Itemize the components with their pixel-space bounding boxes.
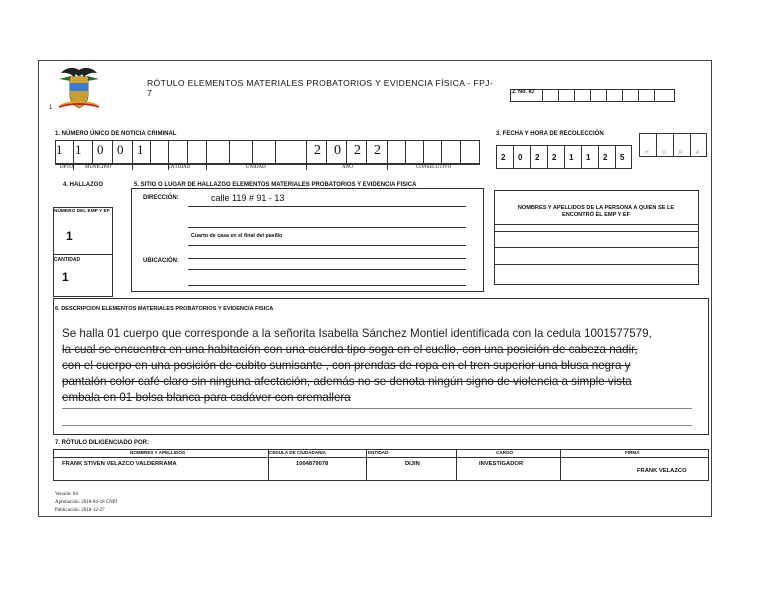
date-digit: 2	[535, 153, 540, 162]
hora-letter: R	[679, 150, 683, 156]
emp-number-label: NÚMERO DEL EMP Y EF	[54, 209, 110, 214]
description-line: la cual se encuentra en una habitación con una cuerda tipo soga en el cuello, con una posición de cabeza nadir,	[62, 343, 638, 356]
sub-dpto: DPTO	[60, 165, 73, 170]
date-digit: 1	[569, 153, 574, 162]
date-digit: 1	[586, 153, 591, 162]
signer-cargo: INVESTIGADOR	[479, 461, 524, 467]
section-4-label: 4. HALLAZGO	[63, 182, 103, 188]
description-line: con el cuerpo en una posición de cubito sumisante , con prendas de ropa en el tren superior una blusa negra y	[62, 359, 631, 372]
sub-municipio: MUNICIPIO	[85, 165, 112, 170]
sub-anio: AÑO	[342, 165, 353, 170]
cantidad-label: CANTIDAD	[54, 257, 81, 263]
col-header-nombres: NOMBRES Y APELLIDOS	[130, 450, 186, 455]
nunc-digit: 0	[97, 142, 104, 157]
sub-entidad: ENTIDAD	[168, 165, 191, 170]
date-digit: 2	[501, 153, 506, 162]
col-header-cedula: CEDULA DE CIUDADANIA	[269, 450, 326, 455]
signer-firma: FRANK VELAZCO	[637, 468, 687, 474]
footer-version: Versión: 04	[55, 492, 78, 497]
nunc-digit: 1	[137, 142, 144, 157]
nunc-digit: 1	[56, 142, 63, 157]
section-7-label: 7. RÓTULO DILIGENCIADO POR:	[55, 440, 150, 446]
hora-letter: H	[645, 150, 649, 156]
nunc-digit: 2	[314, 143, 321, 158]
section-6-label: 6. DESCRIPCION ELEMENTOS MATERIALES PROBATORIOS Y EVIDENCIA FISICA	[55, 306, 274, 312]
form-title-line2: 7	[147, 88, 152, 98]
page-marker: 1	[49, 105, 53, 111]
nunc-digit: 2	[374, 143, 381, 158]
hora-letter: O	[662, 150, 666, 156]
id-label: 2. No. ID	[512, 89, 535, 95]
date-digit: 2	[552, 153, 557, 162]
person-label: NOMBRES Y APELLIDOS DE LA PERSONA A QUIEN SE LE ENCONTRÓ EL EMP Y EF	[517, 205, 675, 218]
col-header-cargo: CARGO	[496, 450, 514, 455]
nunc-digit: 1	[75, 142, 82, 157]
direccion-extra: Cuarto de casa en el final del pasillo	[191, 233, 283, 239]
sub-unidad: UNIDAD	[246, 165, 266, 170]
footer-aprobacion: Aprobación: 2018-04-18 CNPJ	[55, 500, 118, 505]
sub-consecutivo: CONSECUTIVO	[416, 165, 452, 170]
ubicacion-label: UBICACIÓN:	[143, 258, 179, 264]
hora-letter: A	[696, 150, 700, 156]
direccion-value: calle 119 # 91 - 13	[211, 193, 285, 203]
description-line: embala en 01 bolsa blanca para cadáver con cremallera	[62, 391, 351, 404]
signer-entidad: DIJIN	[405, 461, 420, 467]
nunc-digit: 2	[354, 143, 361, 158]
nunc-digit: 0	[117, 142, 124, 157]
col-header-entidad: ENTIDAD	[368, 450, 389, 455]
section-3-label: 3. FECHA Y HORA DE RECOLECCIÓN	[496, 131, 604, 137]
signer-cedula: 1004879078	[296, 461, 329, 467]
description-line: Se halla 01 cuerpo que corresponde a la señorita Isabella Sánchez Montiel identificada con la cedula 1001577579,	[62, 327, 652, 340]
date-digit: 0	[518, 153, 523, 162]
signer-name: FRANK STIVEN VELAZCO VALDERRAMA	[62, 461, 177, 467]
coat-of-arms-icon	[55, 65, 103, 111]
date-digit: 2	[603, 153, 608, 162]
col-header-firma: FIRMA	[625, 450, 640, 455]
date-digit: 5	[620, 153, 625, 162]
description-line: pantalón color café claro sin ninguna afectación, además no se denota ningún signo de violencia a simple vista	[62, 375, 632, 388]
nunc-digit: 0	[334, 143, 341, 158]
form-title: RÓTULO ELEMENTOS MATERIALES PROBATORIOS Y EVIDENCIA FÍSICA - FPJ-	[147, 78, 494, 88]
direccion-label: DIRECCIÓN:	[143, 195, 179, 201]
section-5-label: 5. SITIO O LUGAR DE HALLAZGO ELEMENTOS MATERIALES PROBATORIOS Y EVIDENCIA FISICA	[134, 182, 417, 188]
footer-publicacion: Publicación: 2018-12-27	[55, 508, 105, 513]
emp-number-value: 1	[66, 229, 73, 243]
section-1-label: 1. NÚMERO ÚNICO DE NOTICIA CRIMINAL	[55, 131, 177, 137]
cantidad-value: 1	[62, 270, 69, 284]
